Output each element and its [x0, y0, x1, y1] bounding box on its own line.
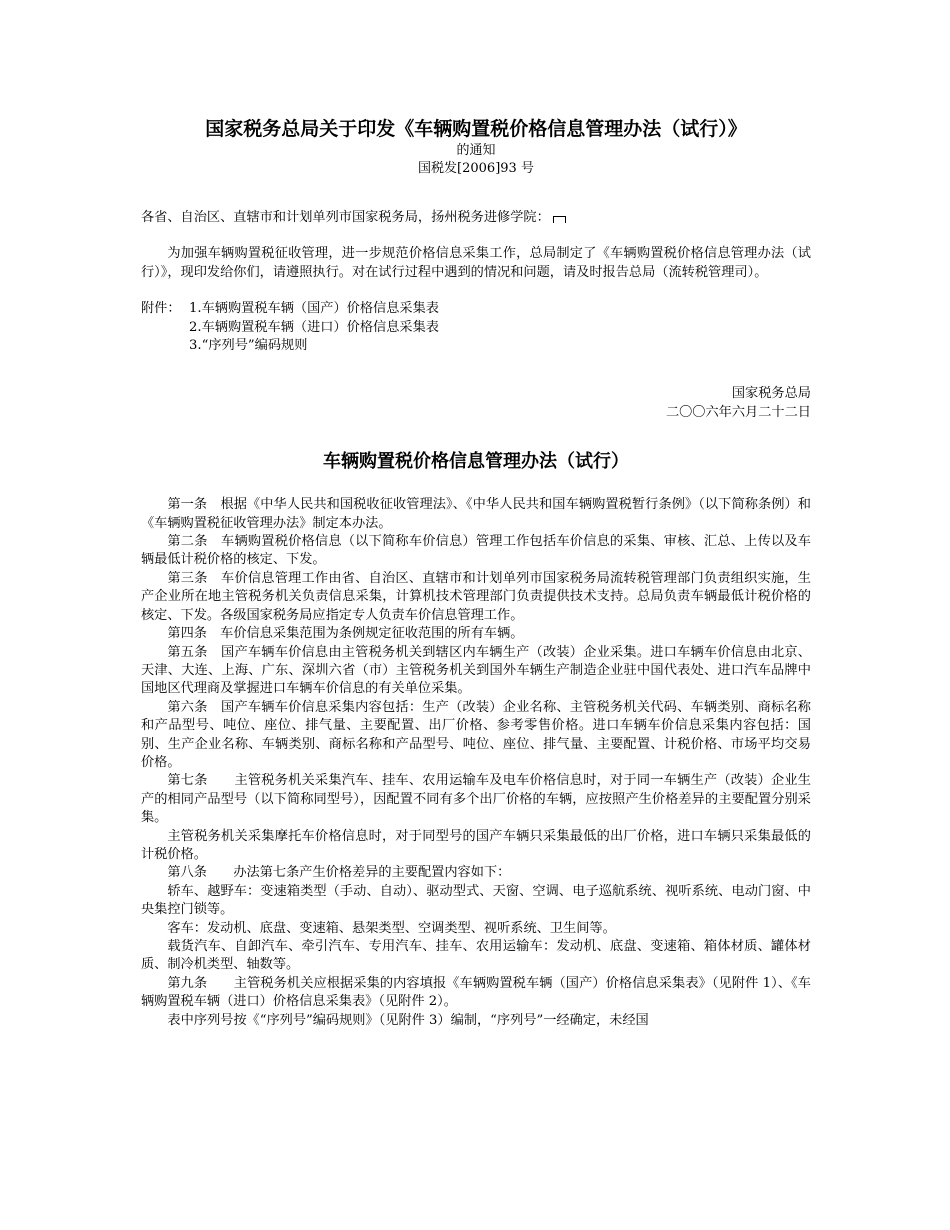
notice-title: 国家税务总局关于印发《车辆购置税价格信息管理办法（试行）》 — [205, 118, 747, 140]
signature-block — [141, 385, 811, 422]
notice-body: 为加强车辆购置税征收管理，进一步规范价格信息采集工作，总局制定了《车辆购置税价格信息管理办法（试行）》，现印发给你们，请遵照执行。对在试行过程中遇到的情况和问题，请及时报告总局（流转税管理司）。 — [141, 246, 811, 280]
date: 二〇〇六年六月二十二日 — [665, 404, 811, 420]
attachments-list — [141, 300, 811, 355]
article-paragraph: 第九条 主管税务机关应根据采集的内容填报《车辆购置税车辆（国产）价格信息采集表》（见附件 1）、《车辆购置税车辆（进口）价格信息采集表》（见附件 2）。 — [141, 975, 811, 1010]
article-paragraph: 第二条 车辆购置税价格信息（以下简称车价信息）管理工作包括车价信息的采集、审核、汇总、上传以及车辆最低计税价格的核定、下发。 — [141, 534, 811, 568]
addressee — [141, 209, 811, 227]
attachment-item — [141, 300, 811, 318]
article-paragraph: 客车：发动机、底盘、变速箱、悬架类型、空调类型、视听系统、卫生间等。 — [167, 920, 616, 936]
attachment-1: 1.车辆购置税车辆（国产）价格信息采集表 — [189, 301, 439, 317]
article-paragraph: 第七条 主管税务机关采集汽车、挂车、农用运输车及电车价格信息时，对于同一车辆生产（改装）企业生产的相同产品型号（以下简称同型号），因配置不同有多个出厂价格的车辆，应按照产生价格差异的主要配置分别采集。 — [141, 773, 811, 826]
article-paragraph: 第五条 国产车辆车价信息由主管税务机关到辖区内车辆生产（改装）企业采集。进口车辆车价信息由北京、天津、大连、上海、广东、深圳六省（市）主管税务机关到国外车辆生产制造企业驻中国代表处、进口汽车品牌中国地区代理商及掌握进口车辆车价信息的有关单位采集。 — [141, 644, 811, 697]
document-content — [141, 116, 811, 1030]
attachment-3: 3.“序列号”编码规则 — [189, 338, 308, 354]
article-paragraph: 第四条 车价信息采集范围为条例规定征收范围的所有车辆。 — [167, 626, 524, 642]
regulation-body — [141, 496, 811, 1030]
article-paragraph: 第三条 车价信息管理工作由省、自治区、直辖市和计划单列市国家税务局流转税管理部门负责组织实施，生产企业所在地主管税务机关负责信息采集，计算机技术管理部门负责提供技术支持。总局负责车辆最低计税价格的核定、下发。各级国家税务局应指定专人负责车价信息管理工作。 — [141, 570, 811, 623]
attachment-item — [141, 319, 811, 337]
article-paragraph: 第六条 国产车辆车价信息采集内容包括：生产（改装）企业名称、主管税务机关代码、车辆类别、商标名称和产品型号、吨位、座位、排气量、主要配置、出厂价格、参考零售价格。进口车辆车价信息采集内容包括：国别、生产企业名称、车辆类别、商标名称和产品型号、吨位、座位、排气量、主要配置、计税价格、市场平均交易价格。 — [141, 699, 811, 770]
article-paragraph: 载货汽车、自卸汽车、牵引汽车、专用汽车、挂车、农用运输车：发动机、底盘、变速箱、箱体材质、罐体材质、制冷机类型、轴数等。 — [141, 939, 811, 973]
signature: 国家税务总局 — [731, 386, 811, 402]
placeholder-box-icon — [553, 216, 566, 223]
doc-number: 国税发[2006]93 号 — [418, 161, 534, 176]
attachments-label: 附件： — [141, 301, 181, 317]
article-paragraph: 第八条 办法第七条产生价格差异的主要配置内容如下： — [167, 865, 511, 881]
article-paragraph: 表中序列号按《“序列号”编码规则》（见附件 3）编制，“序列号”一经确定，未经国 — [167, 1012, 649, 1028]
attachment-2: 2.车辆购置税车辆（进口）价格信息采集表 — [189, 319, 439, 335]
addressee-text: 各省、自治区、直辖市和计划单列市国家税务局，扬州税务进修学院： — [141, 210, 550, 225]
article-paragraph: 轿车、越野车：变速箱类型（手动、自动）、驱动型式、天窗、空调、电子巡航系统、视听系统、电动门窗、中央集控门锁等。 — [141, 883, 811, 918]
attachment-item — [141, 337, 811, 355]
notice-subtitle: 的通知 — [456, 143, 496, 158]
regulation-title: 车辆购置税价格信息管理办法（试行） — [323, 451, 629, 473]
article-paragraph: 主管税务机关采集摩托车价格信息时，对于同型号的国产车辆只采集最低的出厂价格，进口车辆只采集最低的计税价格。 — [141, 828, 811, 862]
article-paragraph: 第一条 根据《中华人民共和国税收征收管理法》、《中华人民共和国车辆购置税暂行条例》（以下简称条例）和《车辆购置税征收管理办法》制定本办法。 — [141, 497, 811, 531]
